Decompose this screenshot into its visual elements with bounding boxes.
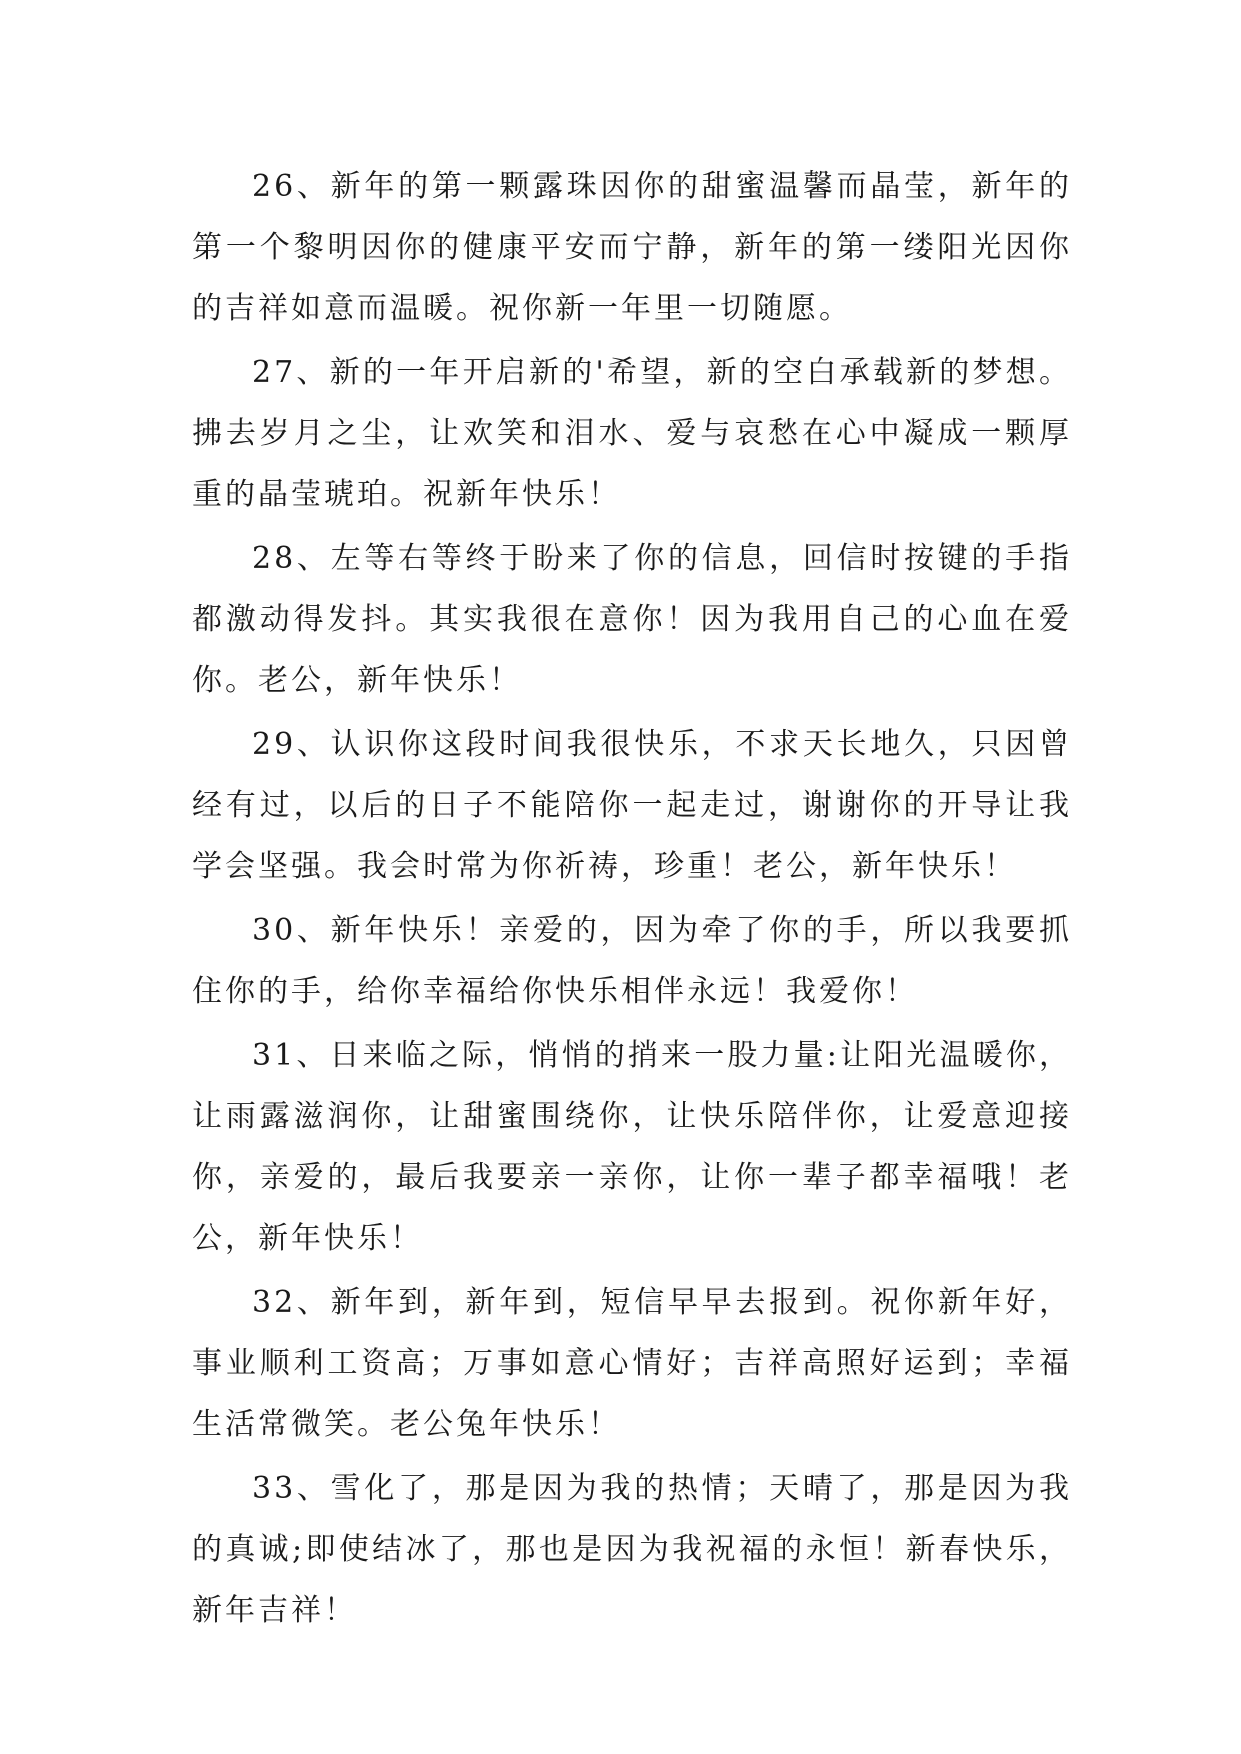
paragraph-32: 32、新年到，新年到，短信早早去报到。祝你新年好，事业顺利工资高；万事如意心情好；吉祥高照好运到；幸福生活常微笑。老公兔年快乐！ [192,1285,1072,1442]
paragraph-26: 26、新年的第一颗露珠因你的甜蜜温馨而晶莹，新年的第一个黎明因你的健康平安而宁静，新年的第一缕阳光因你的吉祥如意而温暖。祝你新一年里一切随愿。 [192,169,1072,326]
paragraph-29: 29、认识你这段时间我很快乐，不求天长地久，只因曾经有过，以后的日子不能陪你一起走过，谢谢你的开导让我学会坚强。我会时常为你祈祷，珍重！老公，新年快乐！ [192,727,1072,884]
paragraph-27: 27、新的一年开启新的'希望，新的空白承载新的梦想。拂去岁月之尘，让欢笑和泪水、爱与哀愁在心中凝成一颗厚重的晶莹琥珀。祝新年快乐！ [192,355,1072,512]
paragraph-30: 30、新年快乐！亲爱的，因为牵了你的手，所以我要抓住你的手，给你幸福给你快乐相伴永远！我爱你！ [192,913,1072,1009]
paragraph-28: 28、左等右等终于盼来了你的信息，回信时按键的手指都激动得发抖。其实我很在意你！因为我用自己的心血在爱你。老公，新年快乐！ [192,541,1072,698]
document-body [192,156,1072,1644]
paragraph-33: 33、雪化了，那是因为我的热情；天晴了，那是因为我的真诚;即使结冰了，那也是因为我祝福的永恒！新春快乐，新年吉祥！ [192,1471,1072,1628]
paragraph-31: 31、日来临之际，悄悄的捎来一股力量:让阳光温暖你，让雨露滋润你，让甜蜜围绕你，让快乐陪伴你，让爱意迎接你，亲爱的，最后我要亲一亲你，让你一辈子都幸福哦！老公，新年快乐！ [192,1038,1072,1256]
